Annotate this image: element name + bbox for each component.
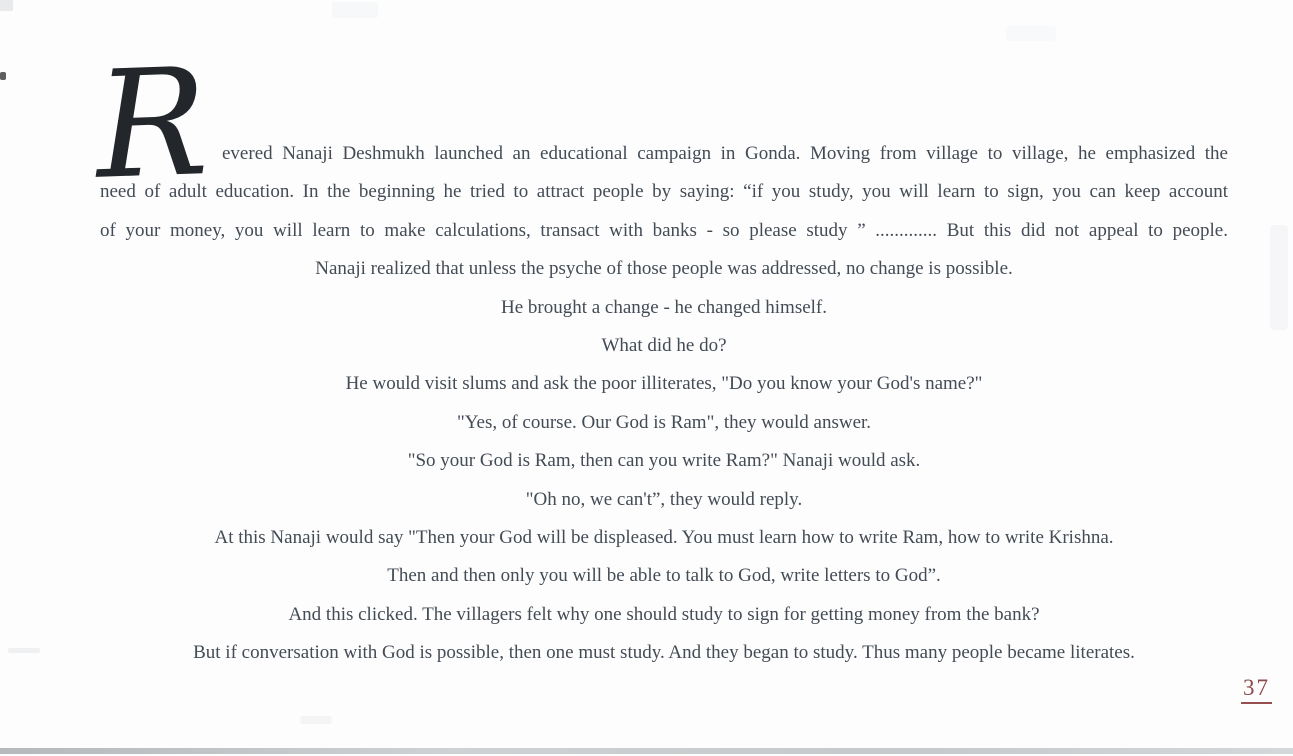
text-line: "Yes, of course. Our God is Ram", they would answer.: [456, 411, 872, 433]
text-line: What did he do?: [601, 334, 727, 356]
text-line: of your money, you will learn to make calculations, transact with banks - so please study ” ............. But this did not appeal to people.: [100, 219, 1228, 241]
text-line: But if conversation with God is possible, then one must study. And they began to study. Thus many people became literates.: [193, 642, 1135, 664]
scan-edge-shadow: [0, 748, 1293, 754]
text-line: He brought a change - he changed himself.: [500, 296, 828, 318]
scan-smudge-top-right: [1006, 26, 1056, 41]
scan-smudge-corner: [0, 0, 13, 11]
text-line: At this Nanaji would say "Then your God will be displeased. You must learn how to write Ram, how to write Krishna.: [214, 526, 1114, 548]
text-line: "Oh no, we can't”, they would reply.: [525, 488, 803, 510]
drop-cap-letter: R: [93, 36, 207, 212]
scan-smudge-right-edge: [1270, 225, 1288, 330]
text-line: Then and then only you will be able to talk to God, write letters to God”.: [387, 565, 941, 587]
text-line: He would visit slums and ask the poor illiterates, "Do you know your God's name?": [345, 373, 983, 395]
body-text: [100, 135, 1228, 672]
text-line: And this clicked. The villagers felt why one should study to sign for getting money from the bank?: [288, 603, 1040, 625]
scan-smudge-left-margin: [8, 648, 40, 653]
page-number: 37: [1241, 675, 1272, 704]
text-line: Nanaji realized that unless the psyche of those people was addressed, no change is possible.: [315, 258, 1013, 280]
text-line: need of adult education. In the beginning he tried to attract people by saying: “if you study, you will learn to sign, you can keep account: [100, 181, 1228, 203]
scan-smudge-top: [332, 2, 378, 18]
scan-smudge-bottom: [300, 716, 332, 724]
text-line: evered Nanaji Deshmukh launched an educational campaign in Gonda. Moving from village to village, he emphasized the: [222, 143, 1228, 164]
scan-speck-left-edge: [0, 72, 6, 80]
text-line: "So your God is Ram, then can you write Ram?" Nanaji would ask.: [407, 450, 921, 472]
